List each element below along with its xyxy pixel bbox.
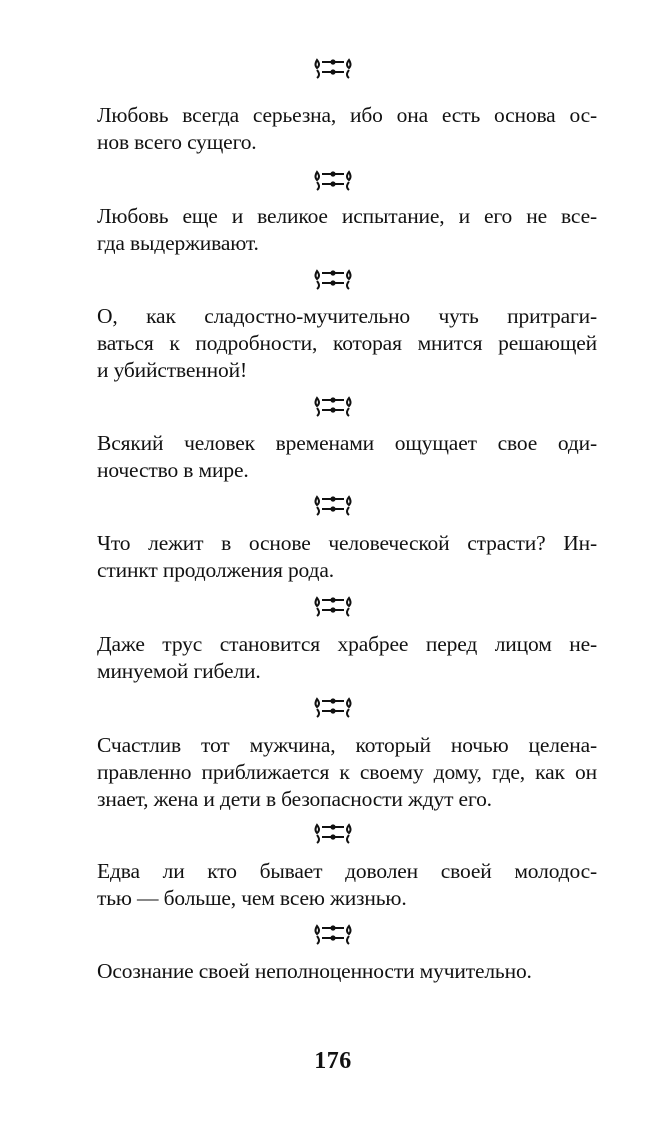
floral-divider-icon (313, 494, 353, 516)
aphorism (97, 303, 597, 384)
floral-divider-icon (313, 57, 353, 79)
text-line: ночество в мире. (97, 458, 249, 482)
floral-divider-icon (313, 268, 353, 290)
text-line: знает, жена и дети в безопасности ждут его. (97, 787, 492, 811)
text-line: Осознание своей неполноценности мучительно. (97, 959, 532, 983)
text-line: минуемой гибели. (97, 659, 261, 683)
text-line: Любовь всегда серьезна, ибо она есть основа ос- (97, 103, 597, 127)
text-line: ваться к подробности, которая мнится решающей (97, 331, 597, 355)
aphorism (97, 102, 597, 156)
text-line: тью — больше, чем всею жизнью. (97, 886, 407, 910)
floral-divider-icon (313, 595, 353, 617)
text-line: стинкт продолжения рода. (97, 558, 334, 582)
text-line: Счастлив тот мужчина, который ночью целена- (97, 733, 597, 757)
aphorism (97, 958, 597, 985)
floral-divider-icon (313, 395, 353, 417)
text-line: Даже трус становится храбрее перед лицом не- (97, 632, 597, 656)
text-line: Всякий человек временами ощущает свое оди- (97, 431, 597, 455)
aphorism (97, 530, 597, 584)
aphorism (97, 858, 597, 912)
aphorism (97, 631, 597, 685)
floral-divider-icon (313, 696, 353, 718)
aphorism (97, 203, 597, 257)
text-line: О, как сладостно-мучительно чуть притраги- (97, 304, 597, 328)
text-line: и убийственной! (97, 358, 247, 382)
floral-divider-icon (313, 169, 353, 191)
aphorism (97, 430, 597, 484)
aphorism (97, 732, 597, 813)
floral-divider-icon (313, 923, 353, 945)
text-line: Любовь еще и великое испытание, и его не все- (97, 204, 597, 228)
page-number: 176 (314, 1048, 352, 1074)
text-line: Что лежит в основе человеческой страсти? Ин- (97, 531, 597, 555)
text-line: правленно приближается к своему дому, где, как он (97, 760, 597, 784)
floral-divider-icon (313, 822, 353, 844)
text-line: гда выдерживают. (97, 231, 259, 255)
text-line: нов всего сущего. (97, 130, 257, 154)
text-line: Едва ли кто бывает доволен своей молодос- (97, 859, 597, 883)
